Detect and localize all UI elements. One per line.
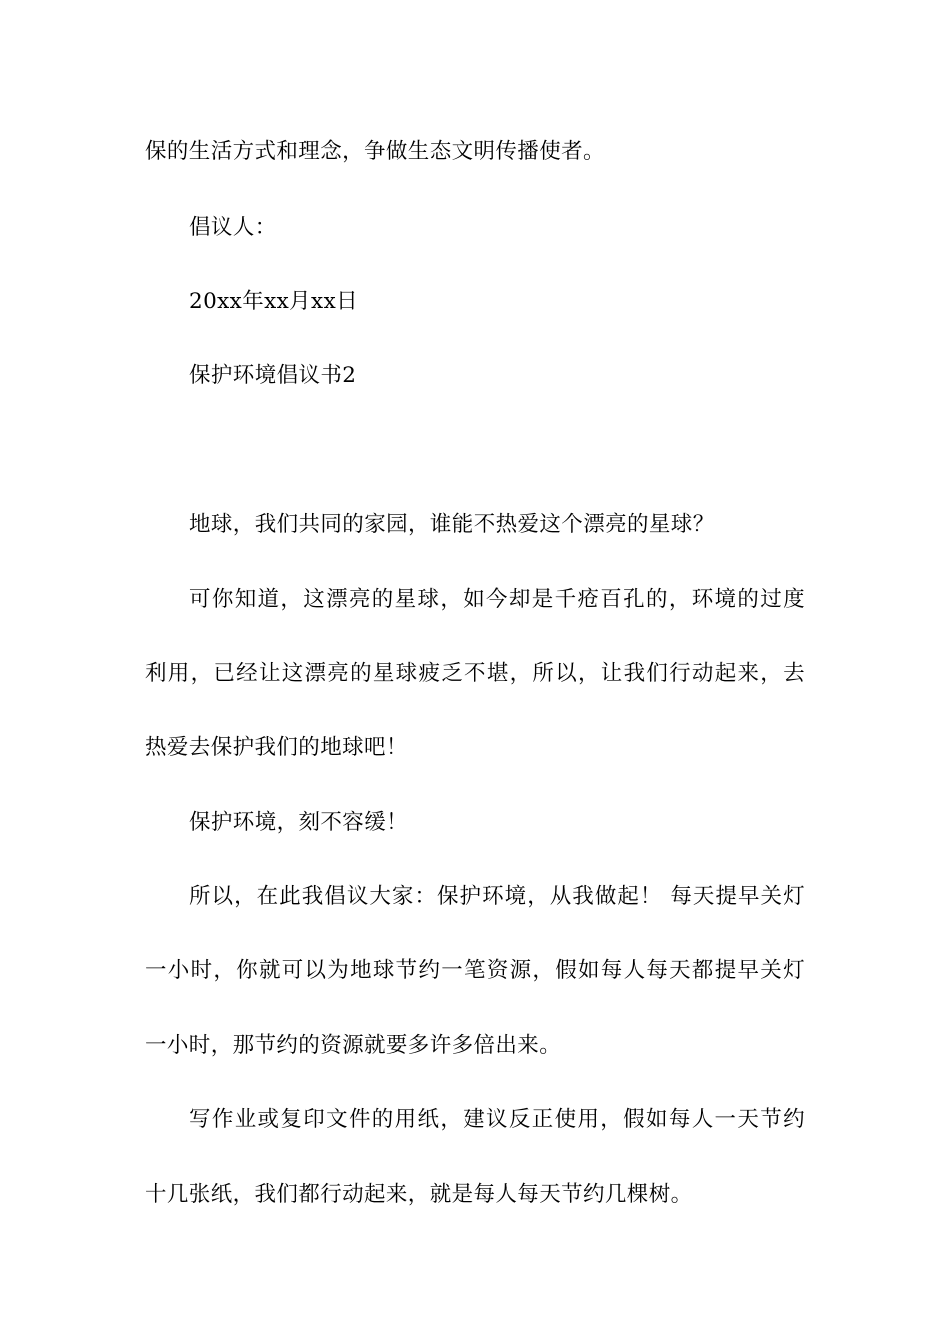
signatory-label: 倡议人： (189, 215, 277, 240)
paragraph-line: 十几张纸，我们都行动起来，就是每人每天节约几棵树。 (145, 1182, 693, 1207)
paragraph-line: 利用，已经让这漂亮的星球疲乏不堪，所以，让我们行动起来，去 (145, 661, 805, 686)
section-title: 保护环境倡议书2 (189, 363, 357, 388)
paragraph-line: 保的生活方式和理念，争做生态文明传播使者。 (145, 139, 605, 164)
paragraph-line: 写作业或复印文件的用纸，建议反正使用，假如每人一天节约 (189, 1107, 805, 1132)
paragraph-line: 热爱去保护我们的地球吧！ (145, 735, 408, 760)
paragraph-line: 一小时，你就可以为地球节约一笔资源，假如每人每天都提早关灯 (145, 958, 805, 983)
paragraph-line: 所以，在此我倡议大家：保护环境，从我做起！ 每天提早关灯 (189, 884, 805, 909)
paragraph-line: 可你知道，这漂亮的星球，如今却是千疮百孔的，环境的过度 (189, 587, 805, 612)
paragraph-line: 保护环境，刻不容缓！ (189, 810, 409, 835)
date-line: 20xx年xx月xx日 (189, 289, 359, 314)
paragraph-line: 地球，我们共同的家园，谁能不热爱这个漂亮的星球？ (189, 512, 715, 537)
paragraph-line: 一小时，那节约的资源就要多许多倍出来。 (145, 1033, 562, 1058)
